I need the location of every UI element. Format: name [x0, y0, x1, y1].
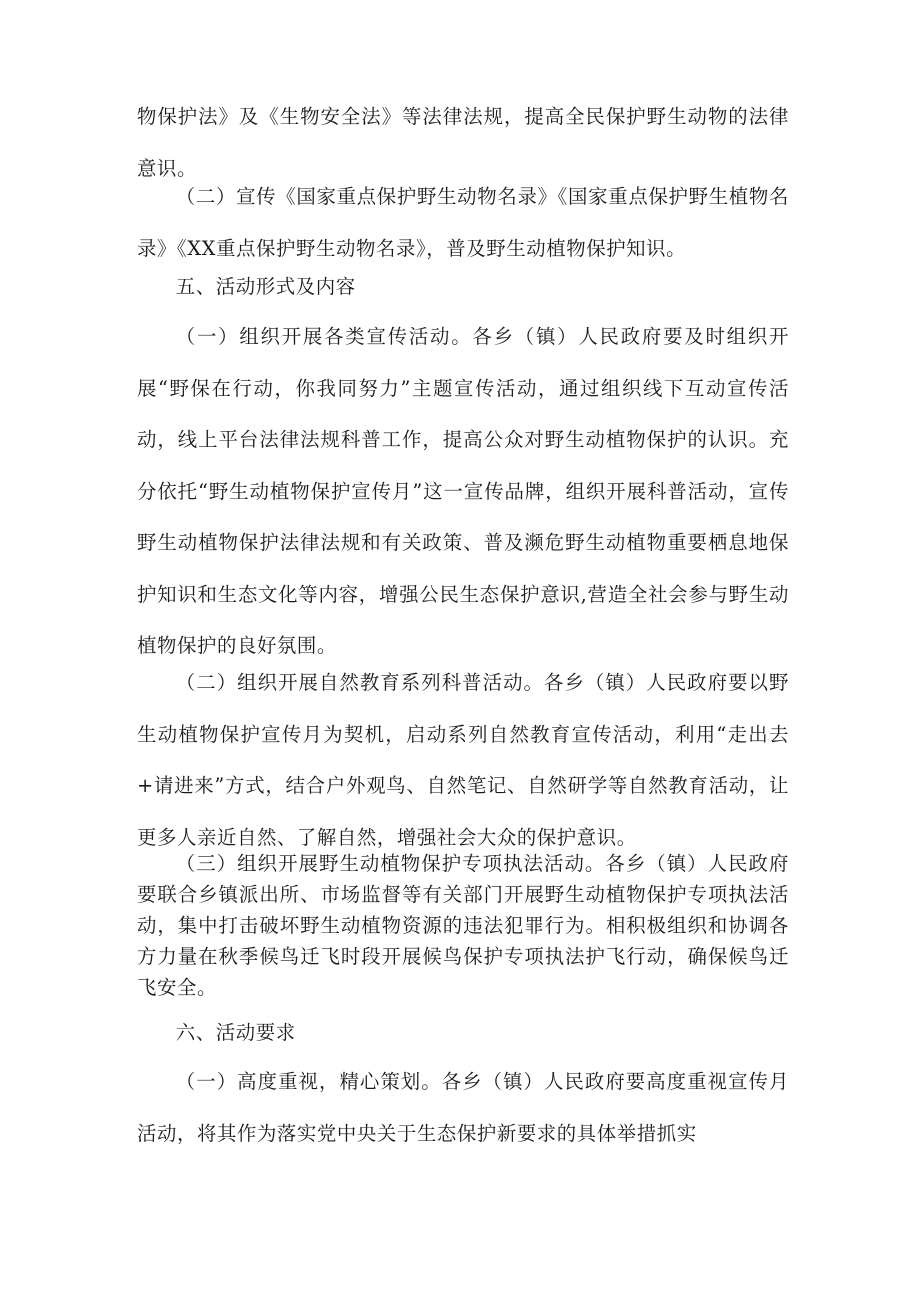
section-heading-activity-forms: 五、活动形式及内容 — [175, 275, 356, 298]
paragraph-law-awareness: 物保护法》及《生物安全法》等法律法规，提高全民保护野生动物的法律意识。 — [137, 105, 789, 180]
paragraph-nature-education: （二）组织开展自然教育系列科普活动。各乡（镇）人民政府要以野生动植物保护宣传月为契机，启动系列自然教育宣传活动，利用“走出去+请进来”方式，结合户外观鸟、自然笔记、自然研学等自然教育活动，让更多人亲近自然、了解自然，增强社会大众的保护意识。 — [137, 671, 789, 849]
paragraph-publicity-activities: （一）组织开展各类宣传活动。各乡（镇）人民政府要及时组织开展“野保在行动，你我同努力”主题宣传活动，通过组织线下互动宣传活动，线上平台法律法规科普工作，提高公众对野生动植物保护的认识。充分依托“野生动植物保护宣传月”这一宣传品牌，组织开展科普活动，宣传野生动植物保护法律法规和有关政策、普及濒危野生动植物重要栖息地保护知识和生态文化等内容，增强公民生态保护意识,营造全社会参与野生动植物保护的良好氛围。 — [137, 325, 789, 657]
paragraph-publicize-lists: （二）宣传《国家重点保护野生动物名录》《国家重点保护野生植物名录》《XX重点保护野生动物名录》，普及野生动植物保护知识。 — [137, 185, 789, 260]
paragraph-high-attention: （一）高度重视，精心策划。各乡（镇）人民政府要高度重视宣传月活动，将其作为落实党中央关于生态保护新要求的具体举措抓实 — [137, 1070, 789, 1145]
paragraph-law-enforcement: （三）组织开展野生动植物保护专项执法活动。各乡（镇）人民政府要联合乡镇派出所、市场监督等有关部门开展野生动植物保护专项执法活动，集中打击破坏野生动植物资源的违法犯罪行为。相积极组织和协调各方力量在秋季候鸟迁飞时段开展候鸟保护专项执法护飞行动，确保候鸟迁飞安全。 — [137, 852, 789, 999]
section-heading-activity-requirements: 六、活动要求 — [175, 1021, 296, 1044]
